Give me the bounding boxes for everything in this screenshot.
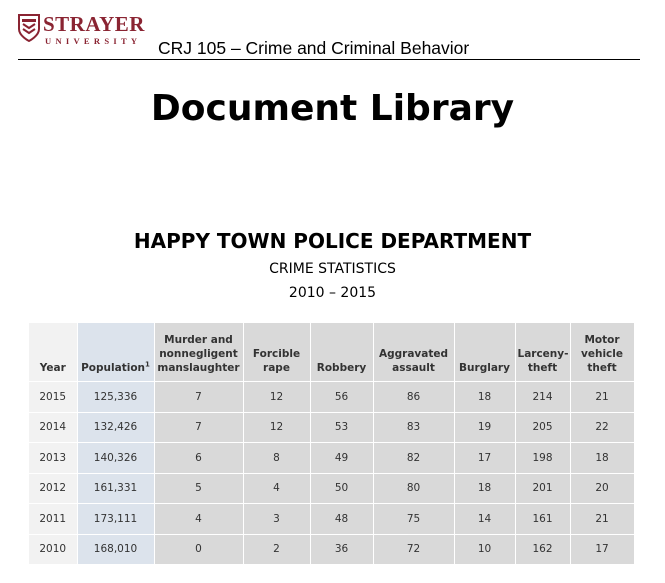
column-header-burglary: Burglary [454, 323, 515, 382]
cell-robbery: 56 [310, 382, 373, 413]
cell-population: 140,326 [77, 443, 154, 474]
cell-motor-vehicle-theft: 17 [570, 534, 634, 565]
department-name: HAPPY TOWN POLICE DEPARTMENT [133, 229, 532, 253]
cell-robbery: 49 [310, 443, 373, 474]
logo-wordmark: STRAYER [43, 12, 145, 36]
cell-rape: 8 [243, 443, 310, 474]
population-header-label: Population [81, 362, 146, 374]
column-header-murder: Murder and nonnegligent manslaughter [154, 323, 243, 382]
cell-robbery: 36 [310, 534, 373, 565]
table-row [29, 382, 634, 413]
cell-year: 2012 [29, 473, 77, 504]
cell-murder: 0 [154, 534, 243, 565]
cell-year: 2015 [29, 382, 77, 413]
cell-year: 2011 [29, 504, 77, 535]
years-range: 2010 – 2015 [288, 285, 377, 301]
table-body [29, 382, 634, 565]
cell-year: 2013 [29, 443, 77, 474]
cell-motor-vehicle-theft: 21 [570, 504, 634, 535]
header-divider [18, 59, 640, 60]
cell-robbery: 50 [310, 473, 373, 504]
cell-murder: 6 [154, 443, 243, 474]
cell-assault: 86 [373, 382, 454, 413]
cell-burglary: 14 [454, 504, 515, 535]
crime-statistics-table [29, 323, 635, 565]
cell-larceny: 205 [515, 412, 570, 443]
cell-population: 125,336 [77, 382, 154, 413]
cell-robbery: 53 [310, 412, 373, 443]
cell-robbery: 48 [310, 504, 373, 535]
cell-burglary: 19 [454, 412, 515, 443]
cell-assault: 83 [373, 412, 454, 443]
column-header-larceny: Larceny-theft [515, 323, 570, 382]
cell-rape: 12 [243, 382, 310, 413]
page-header [18, 12, 640, 60]
cell-murder: 4 [154, 504, 243, 535]
shield-logo-icon [18, 14, 40, 42]
column-header-robbery: Robbery [310, 323, 373, 382]
table-row [29, 534, 634, 565]
cell-year: 2010 [29, 534, 77, 565]
column-header-rape: Forcible rape [243, 323, 310, 382]
table-row [29, 443, 634, 474]
cell-motor-vehicle-theft: 20 [570, 473, 634, 504]
cell-assault: 75 [373, 504, 454, 535]
cell-larceny: 214 [515, 382, 570, 413]
column-header-motor-vehicle-theft: Motor vehicle theft [570, 323, 634, 382]
column-header-year: Year [29, 323, 77, 382]
cell-burglary: 18 [454, 473, 515, 504]
cell-population: 173,111 [77, 504, 154, 535]
population-footnote: 1 [145, 360, 150, 369]
cell-burglary: 10 [454, 534, 515, 565]
cell-rape: 2 [243, 534, 310, 565]
column-header-assault: Aggravated assault [373, 323, 454, 382]
cell-motor-vehicle-theft: 18 [570, 443, 634, 474]
statistics-subtitle: CRIME STATISTICS [269, 261, 396, 277]
cell-larceny: 201 [515, 473, 570, 504]
cell-larceny: 161 [515, 504, 570, 535]
cell-assault: 82 [373, 443, 454, 474]
logo-subtext: UNIVERSITY [45, 36, 142, 46]
cell-burglary: 17 [454, 443, 515, 474]
strayer-logo [18, 12, 158, 52]
column-header-population [77, 323, 154, 382]
cell-burglary: 18 [454, 382, 515, 413]
cell-murder: 5 [154, 473, 243, 504]
cell-assault: 80 [373, 473, 454, 504]
cell-larceny: 198 [515, 443, 570, 474]
table-row [29, 504, 634, 535]
cell-larceny: 162 [515, 534, 570, 565]
table-row [29, 412, 634, 443]
cell-murder: 7 [154, 412, 243, 443]
cell-population: 161,331 [77, 473, 154, 504]
cell-population: 168,010 [77, 534, 154, 565]
table-header-row [29, 323, 634, 382]
cell-year: 2014 [29, 412, 77, 443]
cell-rape: 4 [243, 473, 310, 504]
page-title: Document Library [150, 88, 515, 129]
cell-rape: 3 [243, 504, 310, 535]
table-row [29, 473, 634, 504]
cell-population: 132,426 [77, 412, 154, 443]
cell-murder: 7 [154, 382, 243, 413]
cell-assault: 72 [373, 534, 454, 565]
cell-motor-vehicle-theft: 22 [570, 412, 634, 443]
course-title: CRJ 105 – Crime and Criminal Behavior [158, 38, 470, 58]
cell-rape: 12 [243, 412, 310, 443]
cell-motor-vehicle-theft: 21 [570, 382, 634, 413]
